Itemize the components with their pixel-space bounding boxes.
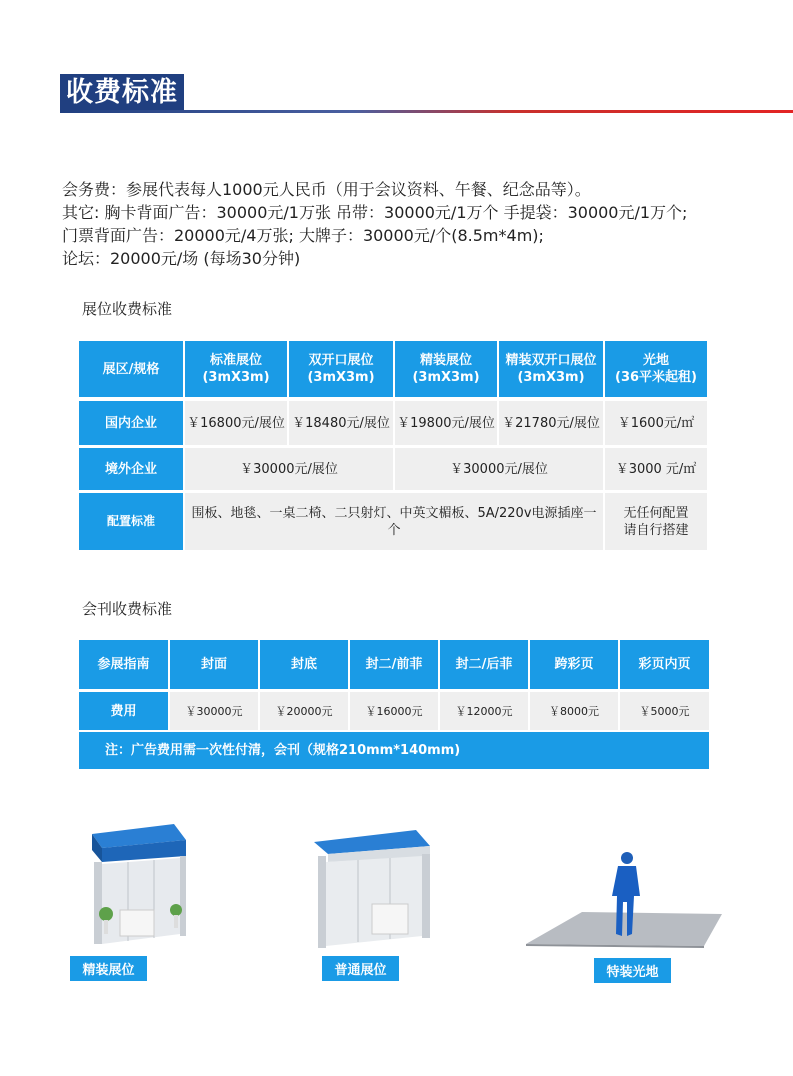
table-cell: ￥30000元/展位 [185,448,393,490]
booth-caption: 普通展位 [322,956,399,981]
table-cell: ￥19800元/展位 [395,401,497,445]
table-cell: ￥21780元/展位 [499,401,603,445]
table-cell: ￥8000元 [530,692,618,730]
table-cell: 围板、地毯、一桌二椅、二只射灯、中英文楣板、5A/220v电源插座一个 [185,493,603,550]
table-cell: ￥3000 元/㎡ [605,448,707,490]
intro-line: 其它: 胸卡背面广告：30000元/1万张 吊带：30000元/1万个 手提袋：30000元/1万个; [62,203,688,222]
table-cell: ￥30000元 [170,692,258,730]
table-cell: ￥12000元 [440,692,528,730]
table-cell: ￥16800元/展位 [185,401,287,445]
journal-note: 注：广告费用需一次性付清，会刊（规格210mm*140mm) [79,732,709,769]
table-cell: 无任何配置 请自行搭建 [605,493,707,550]
table-header-cell: 展区/规格 [79,341,183,397]
table-header-cell: 精装展位 (3mX3m) [395,341,497,397]
row-label-overseas: 境外企业 [79,448,183,490]
booth-caption: 精装展位 [70,956,147,981]
table-header-cell: 封二/后菲 [440,640,528,689]
intro-line: 论坛：20000元/场 (每场30分钟) [62,249,301,268]
table-header-cell: 彩页内页 [620,640,709,689]
table-header-cell: 参展指南 [79,640,168,689]
table-header-cell: 精装双开口展位 (3mX3m) [499,341,603,397]
table-header-cell: 光地 (36平米起租) [605,341,707,397]
deluxe-booth-image [82,818,192,954]
booth-caption: 特装光地 [594,958,671,983]
intro-line: 门票背面广告：20000元/4万张; 大牌子：30000元/个(8.5m*4m); [62,226,544,245]
standard-booth-image [304,826,436,954]
table-cell: ￥30000元/展位 [395,448,603,490]
table-header-cell: 标准展位 (3mX3m) [185,341,287,397]
table-header-cell: 封面 [170,640,258,689]
table-header-cell: 封二/前菲 [350,640,438,689]
table-cell: ￥5000元 [620,692,709,730]
table-cell: ￥20000元 [260,692,348,730]
table-header-cell: 双开口展位 (3mX3m) [289,341,393,397]
table-cell: ￥16000元 [350,692,438,730]
intro-line: 会务费：参展代表每人1000元人民币（用于会议资料、午餐、纪念品等）。 [62,180,591,199]
row-label-config: 配置标准 [79,493,183,550]
table-cell: ￥18480元/展位 [289,401,393,445]
row-label-domestic: 国内企业 [79,401,183,445]
journal-table-label: 会刊收费标准 [82,600,173,618]
table-header-cell: 跨彩页 [530,640,618,689]
table-header-cell: 封底 [260,640,348,689]
page-title: 收费标准 [60,74,184,112]
intro-text [62,178,687,270]
booth-table-label: 展位收费标准 [82,300,173,318]
row-label-fee: 费用 [79,692,168,730]
raw-space-image [524,850,724,952]
title-underline [60,110,793,113]
table-cell: ￥1600元/㎡ [605,401,707,445]
